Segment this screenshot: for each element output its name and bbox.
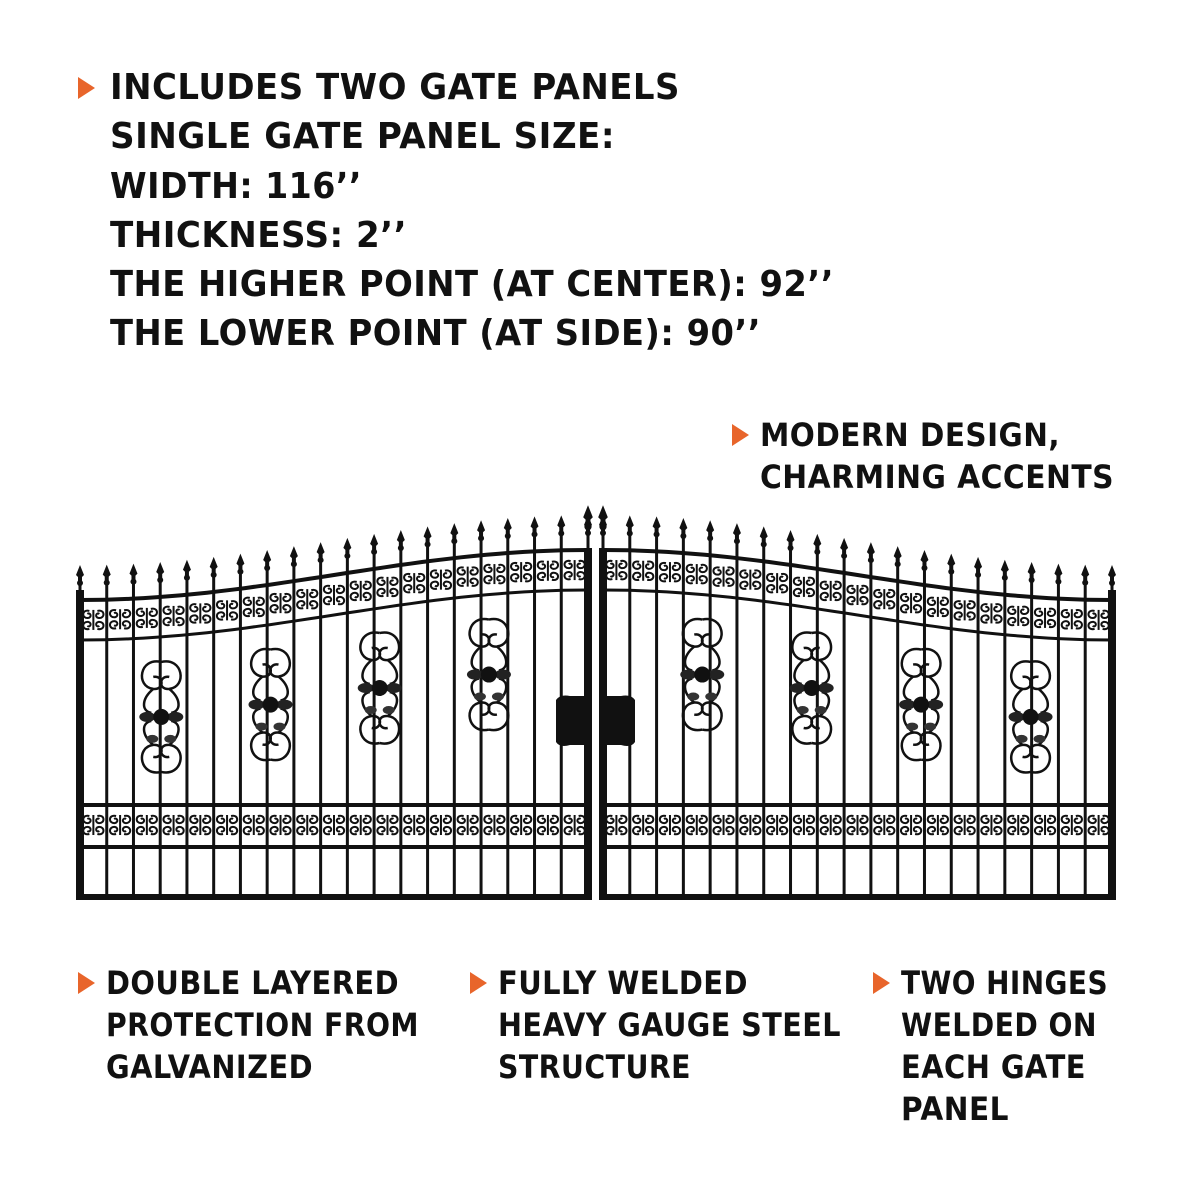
feature-3-line-3: EACH GATE — [901, 1048, 1086, 1086]
scroll-ornament-icon — [794, 815, 814, 835]
scroll-ornament-icon — [981, 815, 1001, 835]
spec-line-higher-point: THE HIGHER POINT (AT CENTER): 92’’ — [110, 264, 834, 305]
middle-rail — [603, 845, 1112, 849]
spear-finial-icon — [706, 520, 714, 541]
scroll-ornament-icon — [83, 815, 103, 835]
spear-finial-icon — [626, 515, 634, 536]
design-note-line-2: CHARMING ACCENTS — [760, 458, 1114, 496]
spear-finial-icon — [210, 557, 218, 578]
spear-finial-icon — [557, 515, 565, 536]
spear-finial-icon — [183, 560, 191, 581]
scroll-ornament-icon — [821, 815, 841, 835]
spear-finial-icon — [1108, 565, 1116, 586]
scroll-ornament-icon — [901, 593, 921, 613]
scroll-ornament-icon — [351, 815, 371, 835]
scroll-ornament-icon — [110, 609, 130, 629]
scroll-ornament-icon — [511, 562, 531, 582]
scroll-ornament-icon — [740, 570, 760, 590]
spear-finial-icon — [397, 530, 405, 551]
spear-finial-icon — [129, 564, 137, 585]
middle-rail — [80, 845, 588, 849]
spear-finial-icon — [787, 530, 795, 551]
spear-finial-icon — [1001, 560, 1009, 581]
feature-3-line-2: WELDED ON — [901, 1006, 1097, 1044]
spear-finial-icon — [343, 538, 351, 559]
spec-line-width: WIDTH: 116’’ — [110, 166, 362, 207]
scroll-ornament-icon — [633, 815, 653, 835]
scroll-ornament-icon — [1062, 815, 1082, 835]
bottom-rail — [80, 894, 588, 900]
scroll-ornament-icon — [431, 815, 451, 835]
scroll-ornament-icon — [767, 815, 787, 835]
feature-1-line-1: DOUBLE LAYERED — [106, 964, 399, 1002]
feature-3-line-1: TWO HINGES — [901, 964, 1108, 1002]
spear-finial-icon — [504, 518, 512, 539]
gate-latch — [556, 696, 588, 747]
middle-rail — [603, 803, 1112, 807]
spear-finial-icon — [894, 546, 902, 567]
scroll-ornament-icon — [767, 573, 787, 593]
scroll-ornament-icon — [297, 815, 317, 835]
scroll-ornament-icon — [217, 815, 237, 835]
spear-finial-icon — [733, 523, 741, 544]
scroll-ornament-icon — [244, 815, 264, 835]
scroll-medallion-icon — [249, 649, 293, 760]
scroll-ornament-icon — [821, 581, 841, 601]
spear-finial-icon — [679, 518, 687, 539]
scroll-ornament-icon — [190, 815, 210, 835]
spear-finial-icon — [263, 550, 271, 571]
scroll-ornament-icon — [874, 815, 894, 835]
scroll-ornament-icon — [484, 815, 504, 835]
spear-finial-icon — [1054, 564, 1062, 585]
scroll-ornament-icon — [1035, 608, 1055, 628]
scroll-ornament-icon — [484, 564, 504, 584]
spear-finial-icon — [1081, 565, 1089, 586]
scroll-ornament-icon — [324, 585, 344, 605]
scroll-ornament-icon — [511, 815, 531, 835]
scroll-ornament-icon — [1088, 610, 1108, 630]
spear-finial-icon — [103, 565, 111, 586]
middle-rail — [80, 803, 588, 807]
spear-finial-icon — [156, 562, 164, 583]
scroll-ornament-icon — [270, 593, 290, 613]
scroll-ornament-icon — [137, 608, 157, 628]
scroll-medallion-icon — [467, 619, 511, 730]
scroll-ornament-icon — [351, 581, 371, 601]
spec-line-lower-point: THE LOWER POINT (AT SIDE): 90’’ — [110, 313, 761, 354]
scroll-ornament-icon — [377, 815, 397, 835]
spear-finial-icon — [477, 520, 485, 541]
spear-finial-icon — [813, 534, 821, 555]
scroll-medallion-icon — [358, 632, 402, 743]
spec-line-panel-size: SINGLE GATE PANEL SIZE: — [110, 116, 615, 157]
scroll-ornament-icon — [163, 815, 183, 835]
design-note-line-1: MODERN DESIGN, — [760, 416, 1060, 454]
spear-finial-icon — [450, 523, 458, 544]
scroll-ornament-icon — [901, 815, 921, 835]
spear-finial-icon — [760, 526, 768, 547]
scroll-ornament-icon — [713, 815, 733, 835]
scroll-ornament-icon — [1008, 815, 1028, 835]
spear-finial-icon — [583, 505, 593, 530]
scroll-ornament-icon — [377, 577, 397, 597]
spear-finial-icon — [76, 565, 84, 586]
feature-2-line-2: HEAVY GAUGE STEEL — [498, 1006, 841, 1044]
scroll-ornament-icon — [1062, 609, 1082, 629]
spear-finial-icon — [920, 550, 928, 571]
spec-line-thickness: THICKNESS: 2’’ — [110, 215, 407, 256]
scroll-ornament-icon — [660, 815, 680, 835]
scroll-ornament-icon — [270, 815, 290, 835]
scroll-ornament-icon — [687, 564, 707, 584]
spear-finial-icon — [290, 546, 298, 567]
scroll-ornament-icon — [431, 570, 451, 590]
bullet-arrow-icon — [78, 972, 95, 994]
scroll-ornament-icon — [928, 597, 948, 617]
scroll-ornament-icon — [538, 815, 558, 835]
scroll-ornament-icon — [874, 589, 894, 609]
feature-1-line-2: PROTECTION FROM — [106, 1006, 419, 1044]
spear-finial-icon — [1028, 562, 1036, 583]
feature-2-line-3: STRUCTURE — [498, 1048, 691, 1086]
scroll-ornament-icon — [794, 577, 814, 597]
scroll-ornament-icon — [955, 600, 975, 620]
spear-finial-icon — [236, 554, 244, 575]
scroll-ornament-icon — [633, 561, 653, 581]
scroll-ornament-icon — [163, 606, 183, 626]
spear-finial-icon — [974, 557, 982, 578]
bullet-arrow-icon — [470, 972, 487, 994]
scroll-ornament-icon — [740, 815, 760, 835]
spear-finial-icon — [317, 542, 325, 563]
scroll-ornament-icon — [83, 610, 103, 630]
scroll-ornament-icon — [458, 815, 478, 835]
scroll-ornament-icon — [687, 815, 707, 835]
spear-finial-icon — [598, 505, 608, 530]
scroll-medallion-icon — [680, 619, 724, 730]
scroll-ornament-icon — [981, 603, 1001, 623]
feature-3-line-4: PANEL — [901, 1090, 1009, 1128]
scroll-ornament-icon — [565, 560, 585, 580]
scroll-ornament-icon — [606, 560, 626, 580]
scroll-ornament-icon — [847, 585, 867, 605]
spear-finial-icon — [531, 516, 539, 537]
scroll-ornament-icon — [606, 815, 626, 835]
scroll-ornament-icon — [565, 815, 585, 835]
scroll-ornament-icon — [190, 603, 210, 623]
scroll-ornament-icon — [404, 815, 424, 835]
scroll-ornament-icon — [928, 815, 948, 835]
spear-finial-icon — [840, 538, 848, 559]
scroll-ornament-icon — [324, 815, 344, 835]
scroll-ornament-icon — [110, 815, 130, 835]
scroll-ornament-icon — [137, 815, 157, 835]
spec-line-includes: INCLUDES TWO GATE PANELS — [110, 67, 680, 108]
scroll-ornament-icon — [713, 567, 733, 587]
spear-finial-icon — [867, 542, 875, 563]
scroll-ornament-icon — [297, 589, 317, 609]
scroll-medallion-icon — [790, 632, 834, 743]
spear-finial-icon — [947, 554, 955, 575]
scroll-ornament-icon — [538, 561, 558, 581]
spear-finial-icon — [370, 534, 378, 555]
scroll-ornament-icon — [1035, 815, 1055, 835]
scroll-ornament-icon — [1008, 606, 1028, 626]
scroll-ornament-icon — [244, 597, 264, 617]
scroll-ornament-icon — [217, 600, 237, 620]
feature-2-line-1: FULLY WELDED — [498, 964, 748, 1002]
scroll-ornament-icon — [404, 573, 424, 593]
feature-1-line-3: GALVANIZED — [106, 1048, 313, 1086]
spear-finial-icon — [424, 526, 432, 547]
scroll-medallion-icon — [899, 649, 943, 760]
gate-latch — [603, 696, 635, 747]
scroll-ornament-icon — [1088, 815, 1108, 835]
bullet-arrow-icon — [873, 972, 890, 994]
scroll-ornament-icon — [660, 562, 680, 582]
scroll-ornament-icon — [458, 567, 478, 587]
spear-finial-icon — [653, 516, 661, 537]
scroll-ornament-icon — [847, 815, 867, 835]
scroll-ornament-icon — [955, 815, 975, 835]
bottom-rail — [603, 894, 1112, 900]
